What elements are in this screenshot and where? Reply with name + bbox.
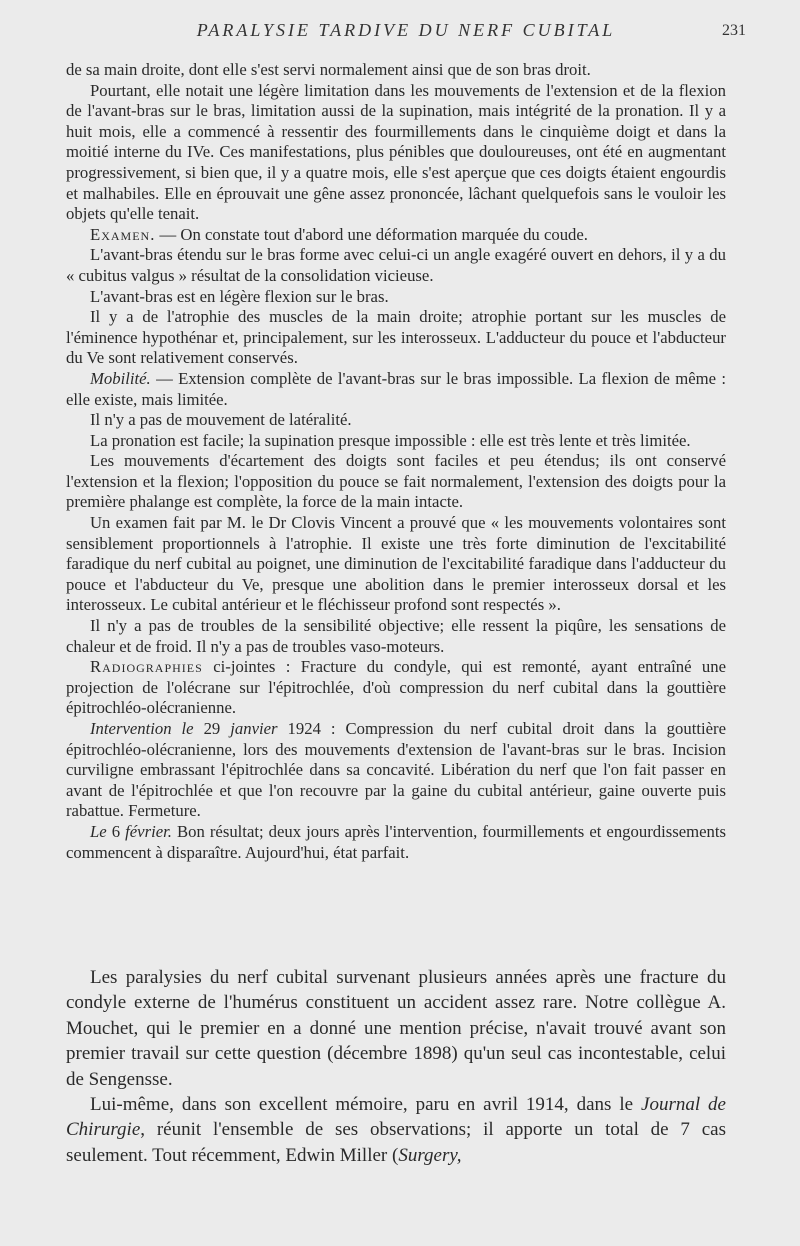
case-report <box>66 60 726 863</box>
paragraph: Les paralysies du nerf cubital survenant plusieurs années après une fracture du condyle externe de l'humérus constituent un accident assez rare. Notre collègue A. Mouchet, qui le premier en a donné une mention précise, n'avait trouvé avant son premier travail sur cette question (décembre 1898) qu'un seul cas incontestable, celui de Sengensse. <box>66 967 726 1090</box>
paragraph-text: 1924 : Compression du nerf cubital droit dans la gouttière épitrochléo-olécranienne, lors des mouvements d'extension de l'avant-bras sur le bras. Incision curviligne embrassant l'épitrochlée dans sa concavité. Libération du nerf que l'on fait passer en avant de l'épitrochlée et que l'on recouvre par la gaine du cubital antérieur, gaine ouverte puis rabattue. Fermeture. <box>66 719 726 821</box>
section-heading: Examen. <box>90 224 156 244</box>
paragraph <box>66 822 726 863</box>
paragraph-text: — Extension complète de l'avant-bras sur le bras impossible. La flexion de même : elle existe, mais limitée. <box>66 368 726 409</box>
page-number: 231 <box>722 22 746 39</box>
paragraph <box>66 1092 726 1168</box>
date-month: février. <box>125 821 172 841</box>
paragraph-text: Bon résultat; deux jours après l'intervention, fourmillements et engourdissements commencent à disparaître. Aujourd'hui, état parfait. <box>66 821 727 862</box>
paragraph <box>66 657 726 719</box>
date-month: janvier <box>230 719 278 738</box>
paragraph: La pronation est facile; la supination presque impossible : elle est très lente et très limitée. <box>90 430 691 450</box>
journal-title: Surgery, <box>398 1144 462 1166</box>
discussion <box>66 965 726 1168</box>
paragraph <box>66 369 726 410</box>
journal-title: Journal de Chirurgie <box>66 1094 726 1141</box>
paragraph: Il n'y a pas de troubles de la sensibilité objective; elle ressent la piqûre, les sensations de chaleur et de froid. Il n'y a pas de troubles vaso-moteurs. <box>66 616 726 656</box>
section-heading: Le <box>90 821 107 841</box>
paragraph <box>66 225 726 246</box>
paragraph-text: Lui-même, dans son excellent mémoire, paru en avril 1914, dans le <box>90 1094 642 1116</box>
section-heading: Mobilité. <box>90 368 151 388</box>
date-day: 29 <box>193 719 231 738</box>
page-header <box>66 20 746 48</box>
paragraph: Un examen fait par M. le Dr Clovis Vincent a prouvé que « les mouvements volontaires sont sensiblement proportionnels à l'atrophie. Il existe une très forte diminution de l'excitabilité faradique du nerf cubital au poignet, une diminution de l'excitabilité faradique dans l'adducteur du pouce et l'abducteur du Ve, presque une abolition dans le premier interosseux dorsal et les interosseux. Le cubital antérieur et le fléchisseur profond sont respectés ». <box>66 513 726 615</box>
section-heading: Intervention le <box>90 719 194 738</box>
paragraph: L'avant-bras est en légère flexion sur le bras. <box>90 286 389 306</box>
paragraph-text: — On constate tout d'abord une déformation marquée du coude. <box>155 224 588 244</box>
paragraph-text: ci-jointes : Fracture du condyle, qui est remonté, ayant entraîné une projection de l'olécrane sur l'épitrochlée, d'où compression du nerf cubital dans la gouttière épitrochléo-olécranienne. <box>66 657 726 718</box>
running-title: PARALYSIE TARDIVE DU NERF CUBITAL <box>196 20 616 40</box>
paragraph: Les mouvements d'écartement des doigts sont faciles et peu étendus; ils ont conservé l'extension et la flexion; l'opposition du pouce se fait normalement, l'extension des doigts pour la première phalange est complète, la force de la main intacte. <box>66 451 726 512</box>
paragraph: Il n'y a pas de mouvement de latéralité. <box>90 410 352 430</box>
section-heading: Radiographies <box>90 657 203 677</box>
paragraph: Pourtant, elle notait une légère limitation dans les mouvements de l'extension et de la flexion de l'avant-bras sur le bras, limitation aussi de la supination, mais intégrité de la pronation. Il y a huit mois, elle a commencé à ressentir des fourmillements dans le cinquième doigt et dans la moitié interne du IVe. Ces manifestations, plus pénibles que douloureuses, ont été en augmentant progressivement, si bien que, il y a quatre mois, elle s'est aperçue que ces doigts étaient engourdis et malhabiles. Elle en éprouvait une gêne assez prononcée, lâchant quelquefois sans le vouloir les objets qu'elle tenait. <box>66 80 726 224</box>
date-day: 6 <box>106 821 126 841</box>
paragraph: L'avant-bras étendu sur le bras forme avec celui-ci un angle exagéré ouvert en dehors, il y a du « cubitus valgus » résultat de la consolidation vicieuse. <box>66 245 726 285</box>
paragraph <box>66 719 726 822</box>
paragraph: de sa main droite, dont elle s'est servi normalement ainsi que de son bras droit. <box>66 60 591 79</box>
paragraph: Il y a de l'atrophie des muscles de la main droite; atrophie portant sur les muscles de l'éminence hypothénar et, principalement, sur les interosseux. L'adducteur du pouce et l'abducteur du Ve sont relativement conservés. <box>66 307 726 368</box>
paragraph-text: , réunit l'ensemble de ses observations; il apporte un total de 7 cas seulement. Tout récemment, Edwin Miller ( <box>66 1119 726 1166</box>
